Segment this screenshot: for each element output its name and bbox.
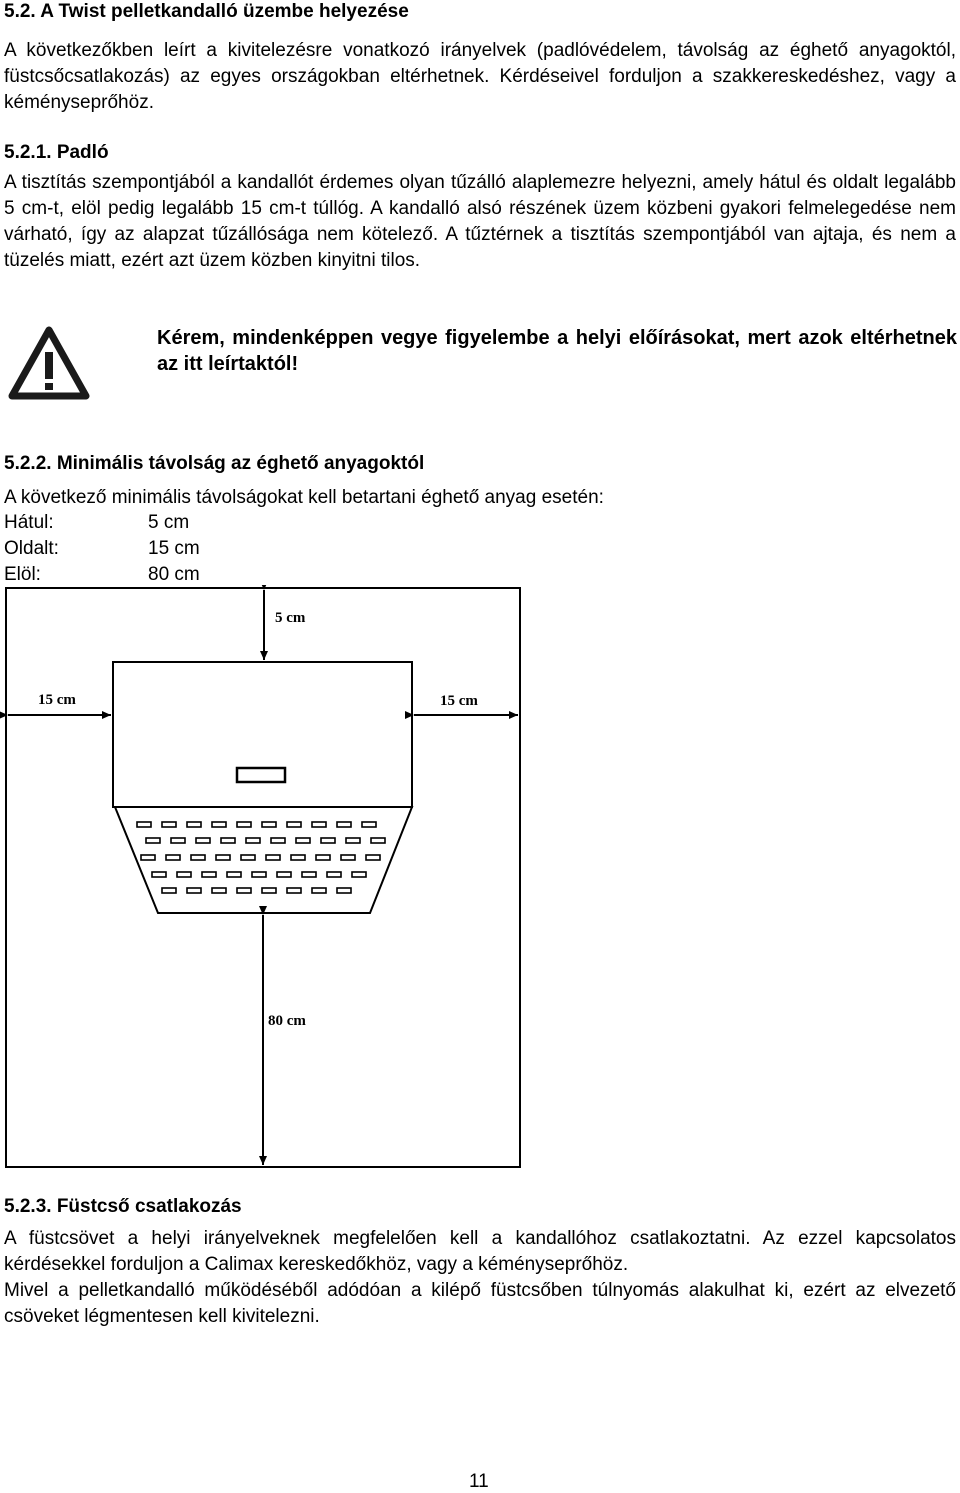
padlo-paragraph: A tisztítás szempontjából a kandallót érdemes olyan tűzálló alaplemezre helyezni, amely hátul és oldalt legalább 5 cm-t, elöl pedig legalább 15 cm-t túllóg. A kandalló alsó részének üzem közbeni gyakori felmelegedése nem várható, így az alapzat tűzállósága nem kötelező. A tűztérnek a tisztítás szempontjából van ajtaja, és nem a tüzelés miatt, ezért azt üzem közben kinyitni tilos. (4, 172, 956, 271)
section-title: 5.2. A Twist pelletkandalló üzembe helyezése (4, 1, 409, 22)
grille-slots (137, 822, 385, 893)
flue-paragraph-2: Mivel a pelletkandalló működéséből adódóan a kilépő füstcsőben túlnyomás alakulhat ki, ezért az elvezető csöveket légmentesen kell kivitelezni. (4, 1280, 956, 1327)
flue-paragraph-1: A füstcsövet a helyi irányelveknek megfelelően kell a kandallóhoz csatlakoztatni. Az ezzel kapcsolatos kérdésekkel forduljon a Calimax kereskedőkhöz, vagy a kéményseprőhöz. (4, 1228, 956, 1275)
back-clearance-label: 5 cm (275, 610, 306, 626)
warning-text: Kérem, mindenképpen vegye figyelembe a helyi előírásokat, mert azok eltérhetnek az itt leírtaktól! (157, 327, 957, 375)
distance-value-front: 80 cm (148, 564, 200, 585)
left-clearance-label: 15 cm (38, 692, 76, 708)
distance-label-side: Oldalt: (4, 538, 59, 559)
front-clearance-label: 80 cm (268, 1013, 306, 1029)
distance-value-back: 5 cm (148, 512, 190, 533)
flue-heading: 5.2.3. Füstcső csatlakozás (4, 1196, 242, 1217)
clearance-diagram (0, 585, 526, 1175)
right-clearance-label: 15 cm (440, 693, 478, 709)
distance-label-back: Hátul: (4, 512, 54, 533)
distances-intro: A következő minimális távolságokat kell betartani éghető anyag esetén: (4, 487, 604, 508)
stove-body (113, 662, 412, 807)
distance-value-side: 15 cm (148, 538, 200, 559)
stove-handle (237, 768, 285, 782)
padlo-heading: 5.2.1. Padló (4, 142, 109, 163)
intro-paragraph: A következőkben leírt a kivitelezésre vonatkozó irányelvek (padlóvédelem, távolság az éghető anyagoktól, füstcsőcsatlakozás) az egyes országokban eltérhetnek. Kérdéseivel forduljon a szakkereskedéshez, vagy a kéményseprőhöz. (4, 40, 956, 113)
warning-triangle-icon (8, 326, 90, 400)
page-number: 11 (469, 1471, 489, 1492)
distance-label-front: Elöl: (4, 564, 41, 585)
distances-heading: 5.2.2. Minimális távolság az éghető anyagoktól (4, 453, 425, 474)
